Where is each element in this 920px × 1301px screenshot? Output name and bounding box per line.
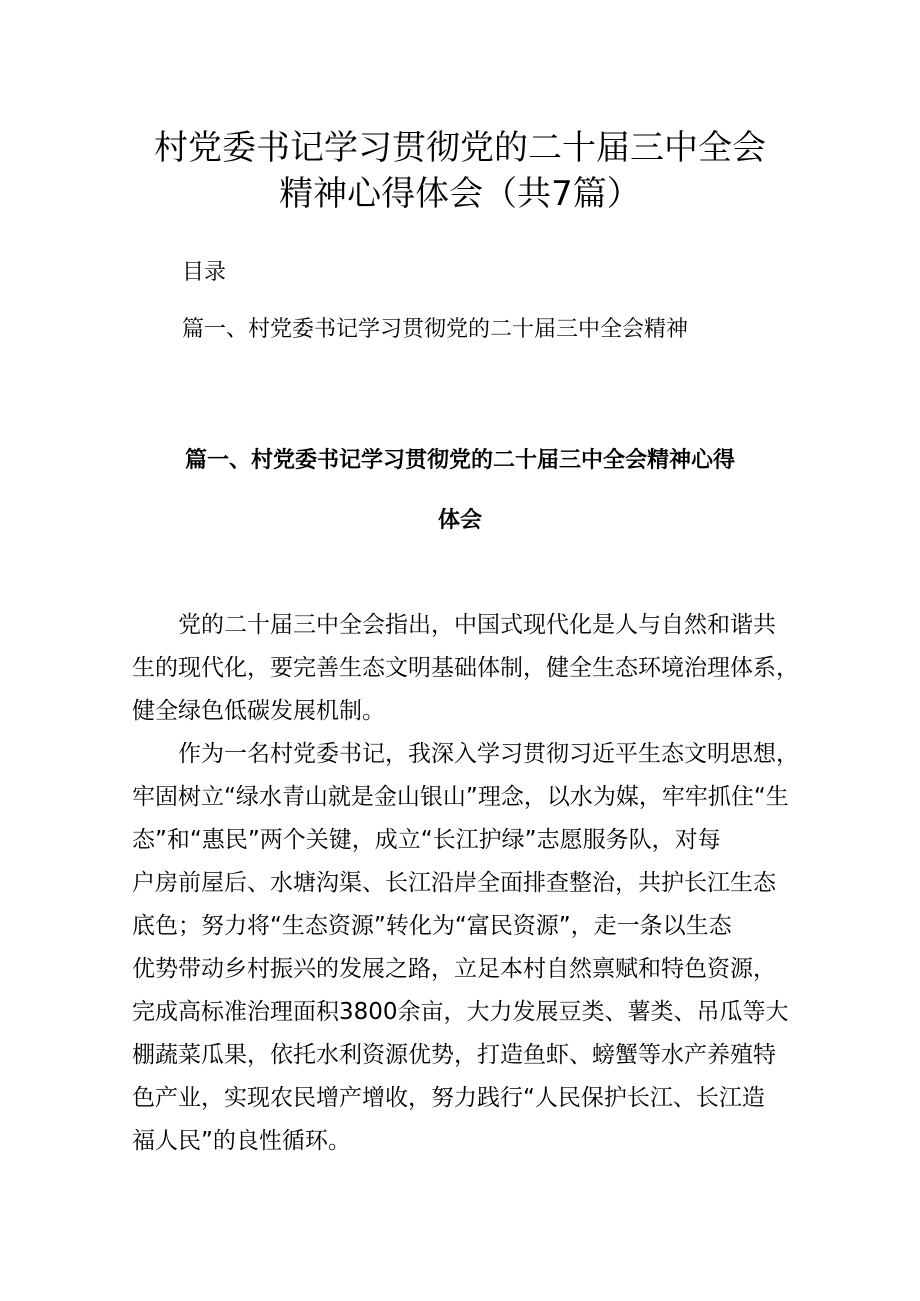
paragraph-line: 作为一名村党委书记，我深入学习贯彻习近平生态文明思想， — [178, 741, 799, 767]
paragraph-line: 党的二十届三中全会指出，中国式现代化是人与自然和谐共 — [178, 612, 776, 638]
paragraph-line: 健全绿色低碳发展机制。 — [132, 698, 385, 724]
paragraph-line: 户房前屋后、水塘沟渠、长江沿岸全面排查整治，共护长江生态 — [132, 870, 776, 896]
section-heading-line-2: 体会 — [437, 508, 482, 533]
paragraph-line: 福人民”的良性循环。 — [132, 1128, 351, 1154]
paragraph-line: 牢固树立“绿水青山就是金山银山”理念，以水为媒，牢牢抓住“生 — [132, 784, 789, 810]
paragraph-line: 色产业，实现农民增产增收，努力践行“人民保护长江、长江造 — [132, 1085, 765, 1111]
document-title-line-2: 精神心得体会（共7篇） — [279, 174, 641, 214]
paragraph-line: 完成高标准治理面积3800余亩，大力发展豆类、薯类、吊瓜等大 — [132, 999, 789, 1025]
paragraph-line: 优势带动乡村振兴的发展之路，立足本村自然禀赋和特色资源， — [132, 956, 776, 982]
paragraph-line: 生的现代化，要完善生态文明基础体制，健全生态环境治理体系， — [132, 655, 799, 681]
document-title-line-1: 村党委书记学习贯彻党的二十届三中全会 — [154, 128, 766, 168]
paragraph-line: 棚蔬菜瓜果，依托水利资源优势，打造鱼虾、螃蟹等水产养殖特 — [132, 1042, 776, 1068]
section-heading-line-1: 篇一、村党委书记学习贯彻党的二十届三中全会精神心得 — [184, 448, 735, 473]
toc-item[interactable]: 篇一、村党委书记学习贯彻党的二十届三中全会精神 — [182, 317, 689, 342]
toc-heading: 目录 — [182, 260, 227, 285]
paragraph-line: 底色；努力将“生态资源”转化为“富民资源”，走一条以生态 — [132, 913, 732, 939]
paragraph-line: 态”和“惠民”两个关键，成立“长江护绿”志愿服务队，对每 — [132, 827, 721, 853]
